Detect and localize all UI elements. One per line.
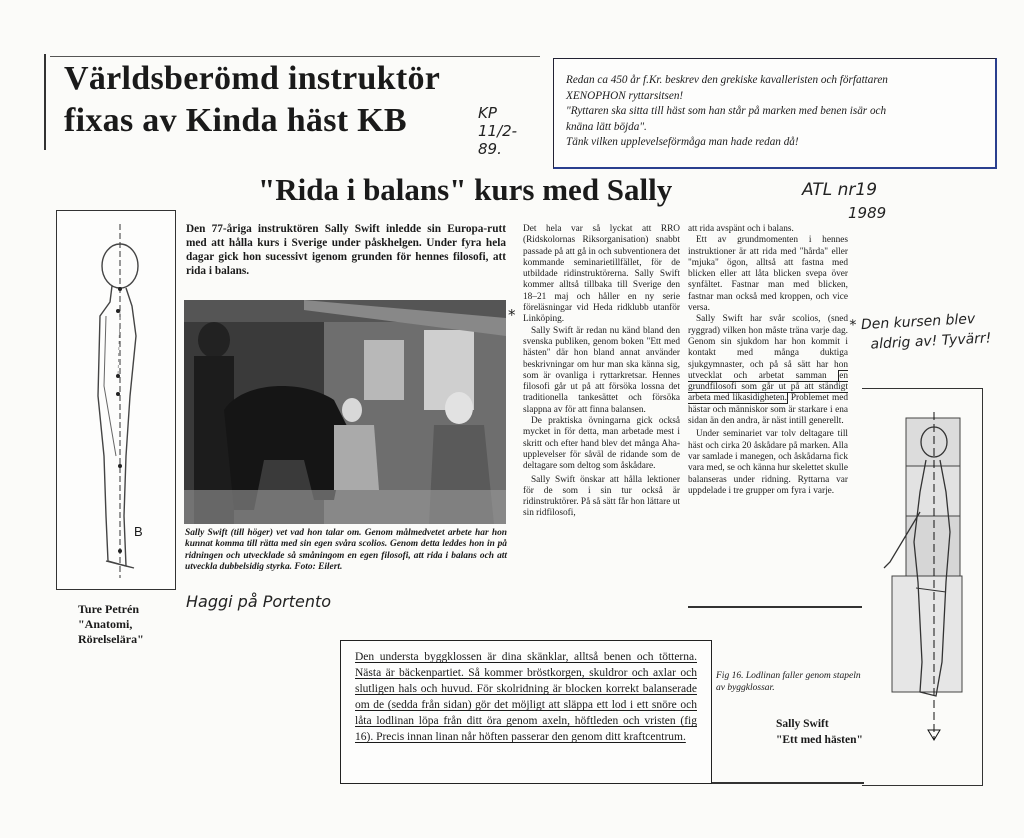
right-frame-bottom-line [712,782,864,784]
quote-line-1: Redan ca 450 år f.Kr. beskrev den grekiske kavalleristen och författaren [566,74,888,86]
standing-skeleton-figure [60,216,170,586]
book-credit-title: "Ett med hästen" [776,734,863,746]
anatomy-caption-2: "Anatomi, [78,617,133,631]
article-ingress: Den 77-åriga instruktören Sally Swift inledde sin Europa-rutt med att hålla kurs i Sverige under påskhelgen. Under fyra hela dagar gick hon sucessivt igenom grunden för hennes filosofi, att rida i balans. [186,223,506,277]
figure-label-b: B [134,524,143,539]
column-3-paragraph-3c: Problemet med hästar och människor som är starkare i ena sidan än den andra, är näst intill generellt. [688,393,849,427]
handnote-year: 1989 [848,204,887,222]
xenophon-quote-box [553,58,997,169]
column-2-paragraph-3: De praktiska övningarna gick också mycket in för detta, man arbetade mest i skritt och efter hand blev det många Aha-upplevelser för såväl de ridande som de deltagare som deltog som åskådare. [523,416,680,472]
book-credit [776,716,863,748]
headline-2: "Rida i balans" kurs med Sally [258,172,673,207]
margin-note [849,308,992,355]
article-column-2 [523,224,680,520]
anatomy-caption-3: Rörelselära" [78,632,144,646]
handnote-atl: ATL nr19 [802,180,878,200]
photo-caption: Sally Swift (till höger) vet vad hon talar om. Genom målmedvetet arbete har hon kunnat komma till rätta med sin egen svåra scolios. Genom detta leddes hon in på ridningen och utvecklade så småningom en egen filosofi, att rida i balans och att utveckla dubbelsidig styrka. Foto: Eilert. [185,528,507,573]
horse-photo [184,300,506,524]
handwritten-photo-caption: Haggi på Portento [186,592,332,611]
building-blocks-quote-box [340,640,712,784]
margin-note-line-1: * Den kursen blev [849,311,976,334]
book-credit-author: Sally Swift [776,718,829,730]
column-2-paragraph-4: Sally Swift önskar att hålla lektioner för de som i sin tur också är ridinstruktörer. På så sätt får hon lättare ut sin ridfilosofi, [523,474,680,519]
quote-line-4: knäna lätt böjda". [566,120,647,133]
article-column-3 [688,224,848,497]
column-3-paragraph-3a: Sally Swift har svår scolios, (sned ryggrad) vilken hon måste träna varje dag. Genom sin sjukdom har hon kommit i kontakt med många duktiga sjukgymnaster, och på så sätt har hon utvecklat och arbetat samman [688,314,848,381]
handnote-kp: KP 11/2-89. [478,104,518,158]
column-3-paragraph-1: att rida avspänt och i balans. [688,224,794,234]
figure-16-caption: Fig 16. Lodlinan faller genom stapeln av byggklossar. [716,671,861,693]
anatomy-caption [78,602,144,647]
quote-line-5: Tänk vilken upplevelseförmåga man hade redan då! [566,136,799,148]
building-blocks-figure [876,412,976,752]
headline-left-border [44,54,46,150]
quote-line-2: XENOPHON ryttarsitsen! [566,89,684,102]
asterisk-mark: * [508,306,516,324]
anatomy-caption-1: Ture Petrén [78,602,139,616]
column-2-paragraph-2: Sally Swift är redan nu känd bland den svenska publiken, genom boken "Ett med hästen" där hon bland annat använder beskrivningar om hur man ska känna sig, som är ovanliga i ryttarkretsar. Hennes filosofi går ut på att försöka lossna det traditionella tankesättet och försöka slappna av för att finna balansen. [523,325,680,415]
headline-1-line-1: Världsberömd instruktör [64,60,441,97]
margin-note-line-2: aldrig av! Tyvärr! [870,330,992,353]
column-3-underlined-text: en grundfilosofi som går ut på att ständigt arbeta med likasidigheten. [688,370,848,404]
column-3-paragraph-2: Ett av grundmomenten i hennes instruktioner är att rida med "hårda" eller "mjuka" ögon, alltså att fastna med blicken eller att låta blicken svepa över synfältet. Fastnar man med blicken, fastnar man också med kroppen, och vice versa. [688,235,848,314]
headline-1-line-2: fixas av Kinda häst KB [64,102,407,139]
building-blocks-text: Den understa byggklossen är dina skänklar, alltså benen och tötterna. Nästa är bäckenpartiet. Så kommer bröstkorgen, skuldror och axlar och slutligen hals och huvud. För skolridning är blocken korrekt balanserade om de (sedda från sidan) gör det möjligt att släppa ett lod i ett snöre och låta lodlinan löpa från ditt öra genom axeln, höftleden och vristen (fig 16). Precis innan linan når höften passerar den genom ditt kraftcentrum. [355,651,697,743]
column-2-paragraph-1: Det hela var så lyckat att RRO (Ridskolornas Riksorganisation) snabbt passade på att gå in och subventionera det kommande seminarietillfället, för de utbildade ridinstruktörerna. Sally Swift kommer alltså tillbaka till Sverige den 18–21 maj och håller en ny serie föreläsningar vid Heda ridklubb utanför Linköping. [523,224,680,325]
quote-line-3: "Ryttaren ska sitta till häst som han står på marken med benen isär och [566,105,887,117]
column-3-paragraph-4: Under seminariet var tolv deltagare till häst och cirka 20 åskådare på marken. Alla var samlade i manegen, och åskådarna fick vara med, se och känna hur skelettet skulle balanseras under ridning. Ryttarna var uppdelade i tre grupper om fyra i varje. [688,429,848,496]
right-frame-top-line [688,606,862,608]
